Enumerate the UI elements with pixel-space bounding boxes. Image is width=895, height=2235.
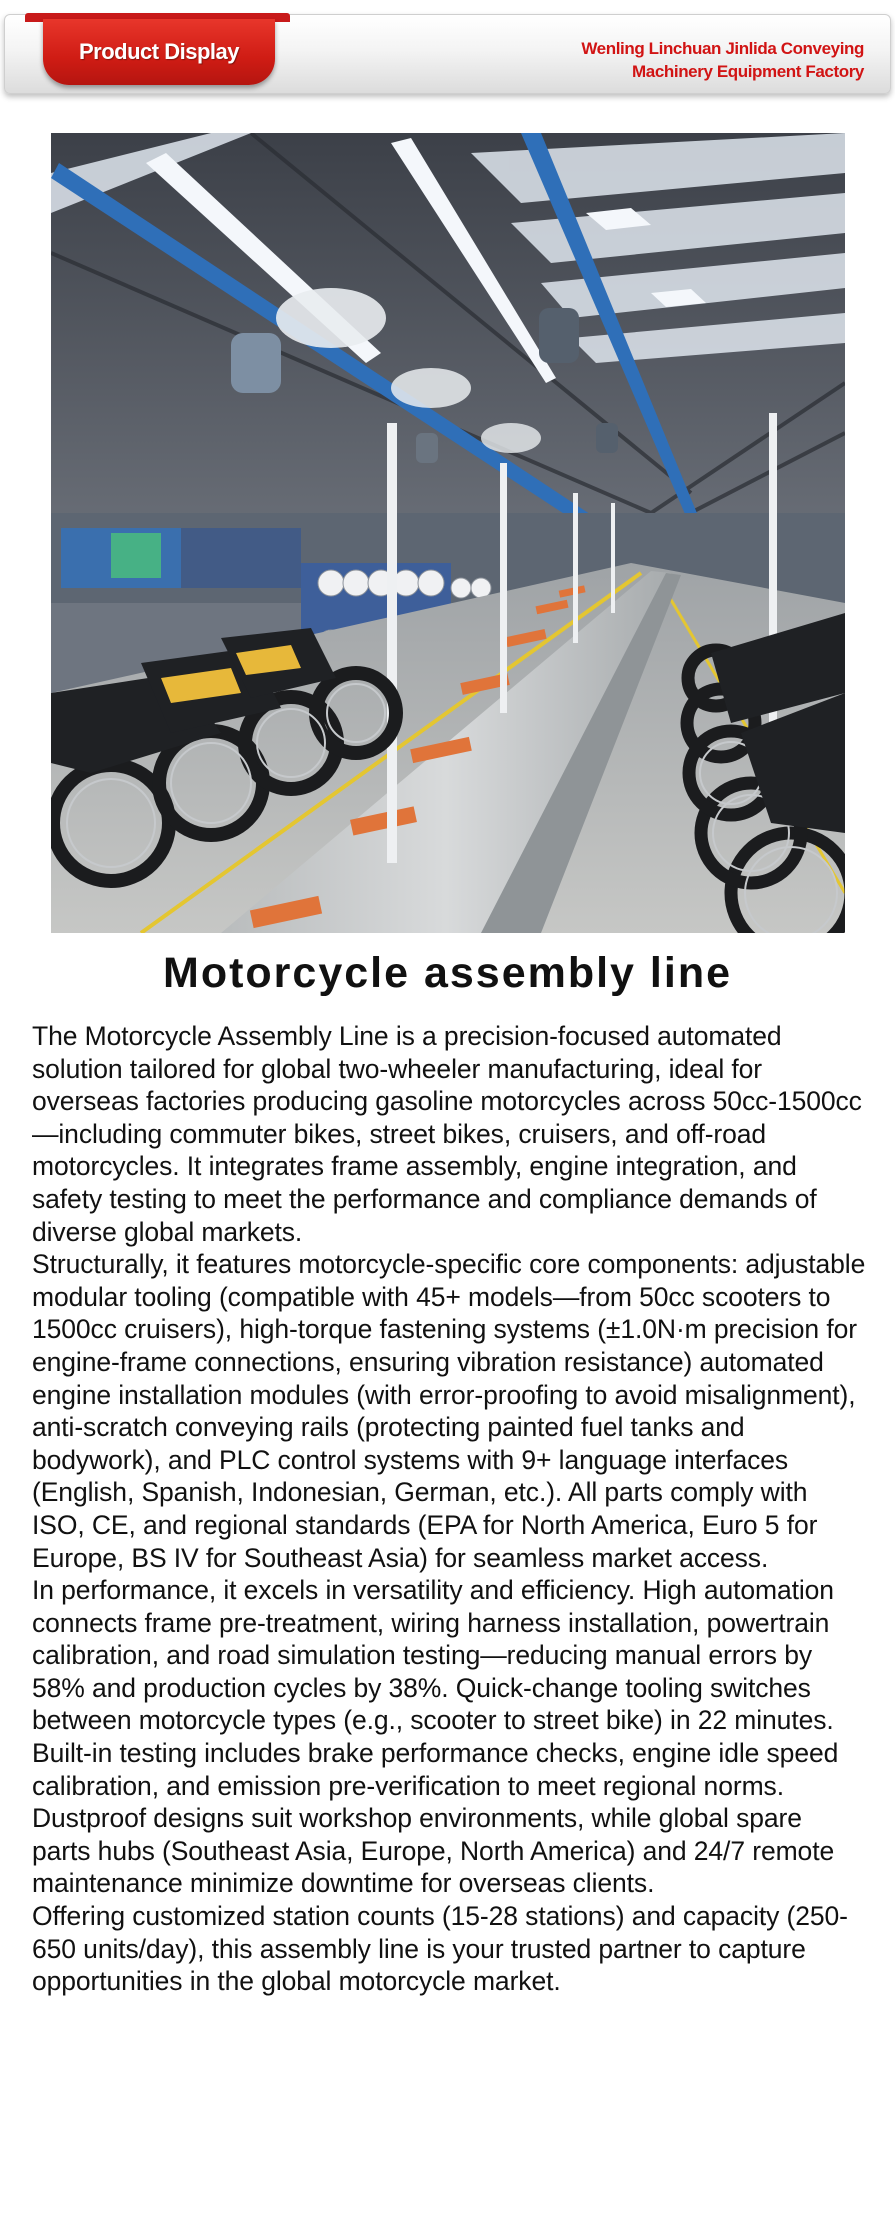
- assembly-line-photo: [51, 133, 845, 933]
- product-display-label: Product Display: [79, 39, 239, 64]
- paragraph-performance: In performance, it excels in versatility and efficiency. High automation connects frame pre-treatment, wiring harness installation, powertrain calibration, and road simulation testing—reducing manual errors by 58% and production cycles by 38%. Quick-change tooling switches between motorcycle types (e.g., scooter to street bike) in 22 minutes. Built-in testing includes brake performance checks, engine idle speed calibration, and emission pre-verification to meet regional norms. Dustproof designs suit workshop environments, while global spare parts hubs (Southeast Asia, Europe, North America) and 24/7 remote maintenance minimize downtime for overseas clients.: [32, 1575, 839, 1899]
- paragraph-intro: The Motorcycle Assembly Line is a precision-focused automated solution tailored for global two-wheeler manufacturing, ideal for overseas factories producing gasoline motorcycles across 50cc-1500cc—including commuter bikes, street bikes, cruisers, and off-road motorcycles. It integrates frame assembly, engine integration, and safety testing to meet the performance and compliance demands of diverse global markets.: [32, 1021, 862, 1247]
- company-name-line2: Machinery Equipment Factory: [632, 62, 864, 81]
- company-name: [581, 37, 864, 83]
- header-banner: [4, 14, 891, 94]
- article-body: [32, 1020, 867, 1998]
- product-display-tab: [43, 19, 275, 85]
- page-title: Motorcycle assembly line: [163, 949, 732, 997]
- paragraph-offering: Offering customized station counts (15-28 stations) and capacity (250-650 units/day), this assembly line is your trusted partner to capture opportunities in the global motorcycle market.: [32, 1901, 848, 1997]
- company-name-line1: Wenling Linchuan Jinlida Conveying: [581, 39, 864, 58]
- paragraph-structure: Structurally, it features motorcycle-specific core components: adjustable modular tooling (compatible with 45+ models—from 50cc scooters to 1500cc cruisers), high-torque fastening systems (±1.0N·m precision for engine-frame connections, ensuring vibration resistance) automated engine installation modules (with error-proofing to avoid misalignment), anti-scratch conveying rails (protecting painted fuel tanks and bodywork), and PLC control systems with 9+ language interfaces (English, Spanish, Indonesian, German, etc.). All parts comply with ISO, CE, and regional standards (EPA for North America, Euro 5 for Europe, BS IV for Southeast Asia) for seamless market access.: [32, 1249, 866, 1573]
